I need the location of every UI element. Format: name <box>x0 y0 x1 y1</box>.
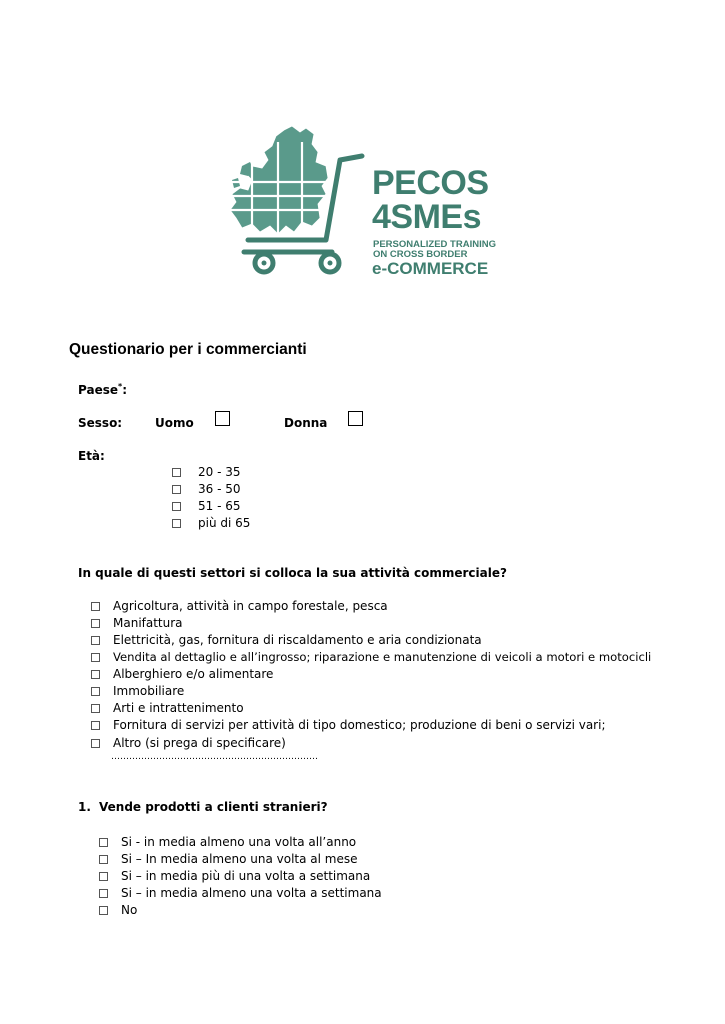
logo-cross-border: ON CROSS BORDER <box>373 249 468 260</box>
q1-option-label: Si – in media almeno una volta a settimana <box>121 886 382 900</box>
sector-option-label: Fornitura di servizi per attività di tipo domestico; produzione di beni o servizi vari; <box>113 718 606 732</box>
q1-checkbox[interactable] <box>99 838 108 847</box>
sector-checkbox[interactable] <box>91 653 100 662</box>
q1-checkbox[interactable] <box>99 855 108 864</box>
sector-checkbox[interactable] <box>91 704 100 713</box>
age-option-label: 51 - 65 <box>198 499 241 513</box>
sector-checkbox[interactable] <box>91 602 100 611</box>
sector-checkbox[interactable] <box>91 687 100 696</box>
sesso-label: Sesso: <box>78 416 123 430</box>
q1-option-label: No <box>121 903 138 917</box>
q1-option-label: Si - in media almeno una volta all’anno <box>121 835 357 849</box>
sector-option-label: Alberghiero e/o alimentare <box>113 667 274 681</box>
sector-checkbox[interactable] <box>91 636 100 645</box>
age-checkbox[interactable] <box>172 519 181 528</box>
age-option-label: 20 - 35 <box>198 465 241 479</box>
donna-label: Donna <box>284 416 328 430</box>
sector-checkbox[interactable] <box>91 619 100 628</box>
q1-checkbox[interactable] <box>99 872 108 881</box>
logo-4smes: 4SMEs <box>372 198 481 236</box>
age-checkbox[interactable] <box>172 502 181 511</box>
logo-ecommerce: e-COMMERCE <box>372 259 489 278</box>
q1-question: Vende prodotti a clienti stranieri? <box>99 800 328 814</box>
sector-question: In quale di questi settori si colloca la sua attività commerciale? <box>78 566 507 580</box>
sector-checkbox[interactable] <box>91 670 100 679</box>
sector-option-label: Agricoltura, attività in campo forestale, pesca <box>113 599 388 613</box>
eta-label: Età: <box>78 449 105 463</box>
age-checkbox[interactable] <box>172 485 181 494</box>
age-option-label: 36 - 50 <box>198 482 241 496</box>
sector-option-label: Immobiliare <box>113 684 185 698</box>
europe-shopping-cart-icon <box>222 122 367 282</box>
sector-option-label: Arti e intrattenimento <box>113 701 244 715</box>
sector-option-label: Altro (si prega di specificare) <box>113 736 286 750</box>
page-title: Questionario per i commercianti <box>69 341 307 358</box>
sector-checkbox[interactable] <box>91 721 100 730</box>
q1-option-label: Si – in media più di una volta a settimana <box>121 869 371 883</box>
sector-option-label: Manifattura <box>113 616 183 630</box>
uomo-checkbox[interactable] <box>215 411 230 426</box>
specify-line[interactable]: …………………………………………………………… <box>111 752 318 762</box>
uomo-label: Uomo <box>155 416 194 430</box>
q1-option-label: Si – In media almeno una volta al mese <box>121 852 358 866</box>
age-checkbox[interactable] <box>172 468 181 477</box>
logo-personalized: PERSONALIZED TRAINING <box>373 239 496 250</box>
logo <box>222 122 507 282</box>
paese-label: Paese*: <box>78 382 127 397</box>
sector-option-label: Vendita al dettaglio e all’ingrosso; riparazione e manutenzione di veicoli a motori e motocicli <box>113 650 652 664</box>
sector-option-label: Elettricità, gas, fornitura di riscaldamento e aria condizionata <box>113 633 482 647</box>
q1-checkbox[interactable] <box>99 889 108 898</box>
sector-checkbox[interactable] <box>91 739 100 748</box>
q1-checkbox[interactable] <box>99 906 108 915</box>
q1-number: 1. <box>78 800 91 814</box>
age-option-label: più di 65 <box>198 516 251 530</box>
required-mark: * <box>118 382 123 391</box>
logo-pecos: PECOS <box>372 164 489 202</box>
donna-checkbox[interactable] <box>348 411 363 426</box>
